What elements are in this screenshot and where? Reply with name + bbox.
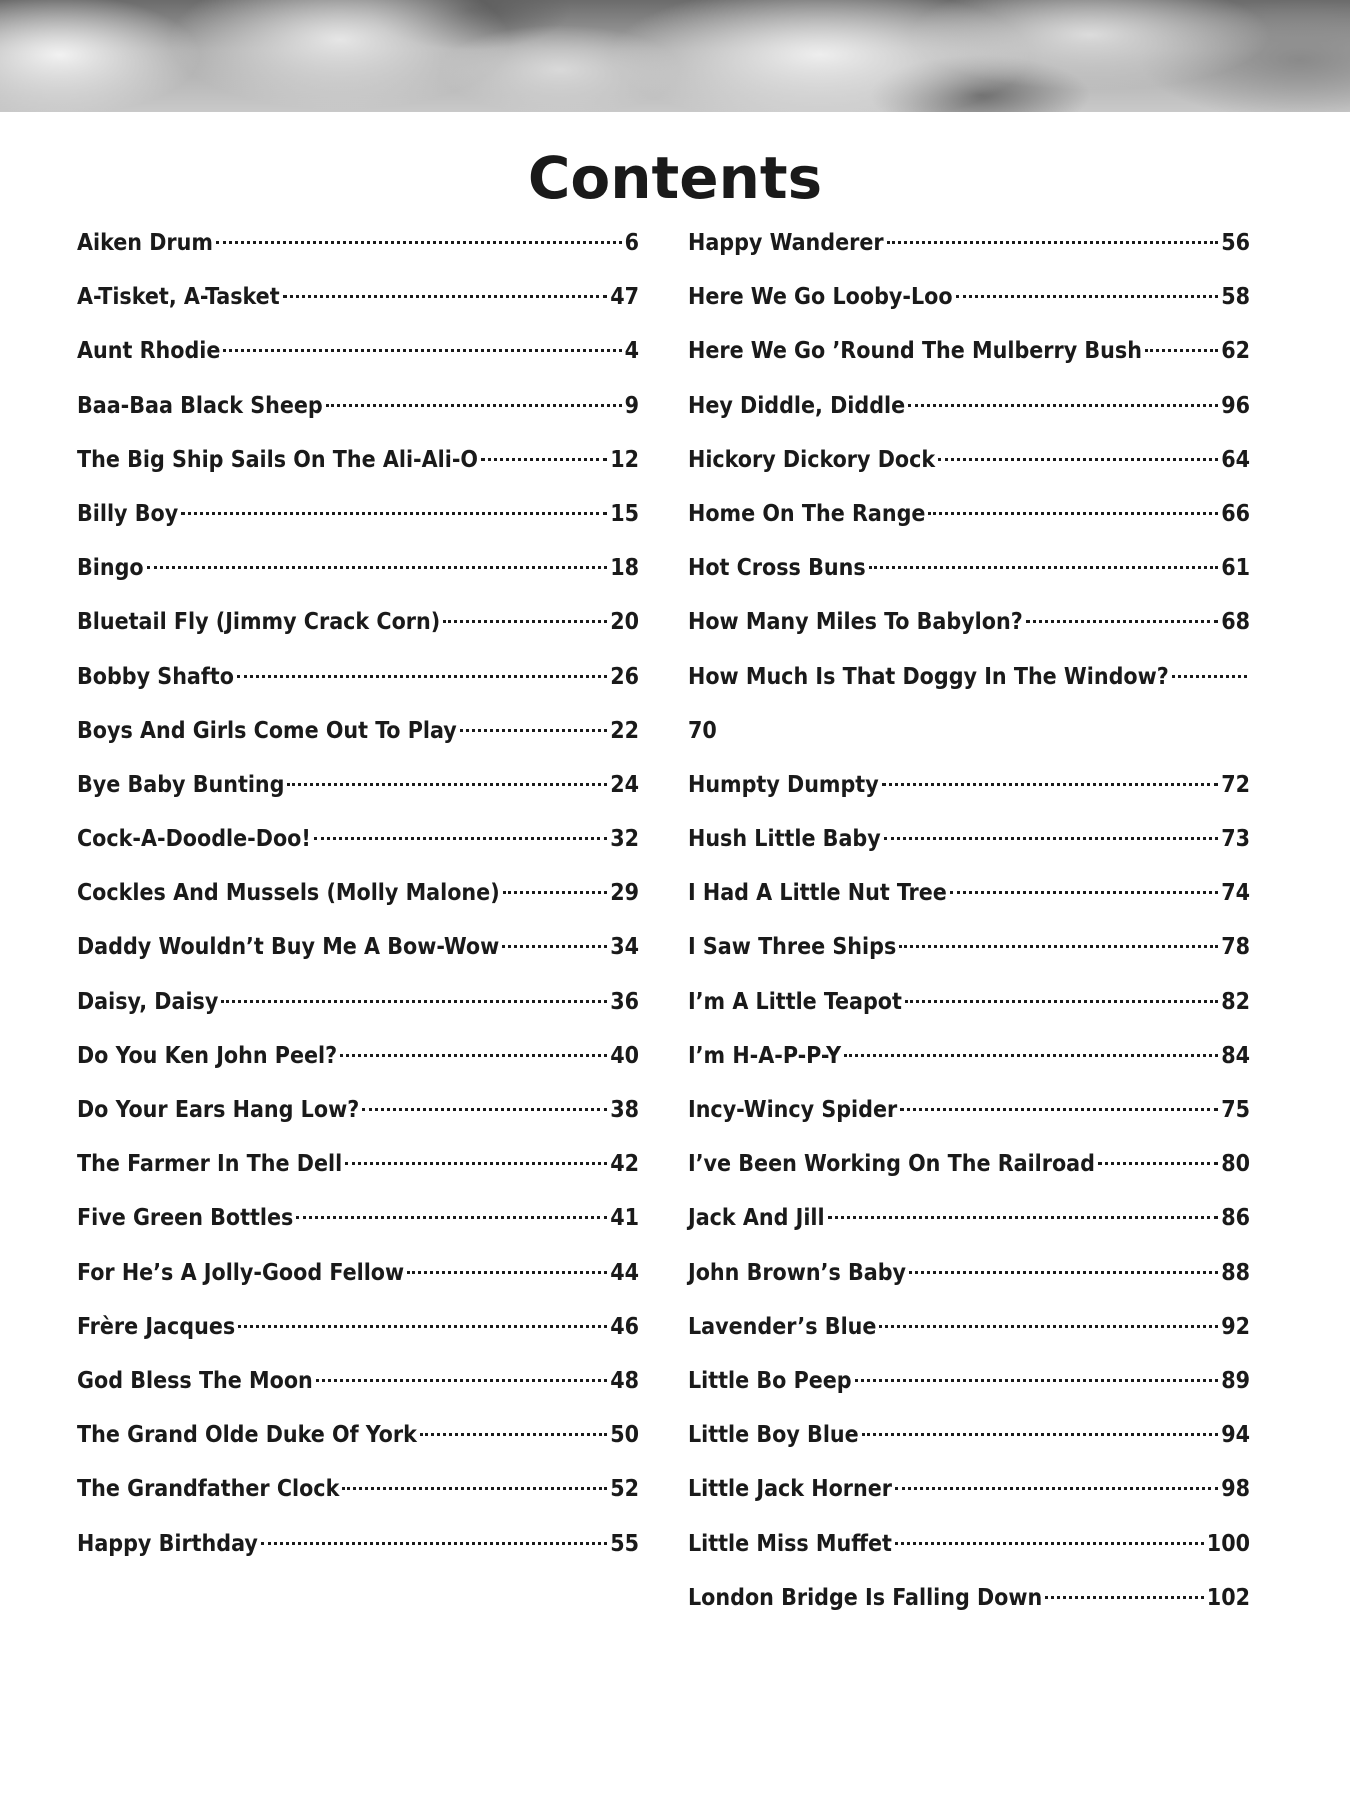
toc-entry xyxy=(688,758,1250,812)
toc-entry xyxy=(688,541,1250,595)
toc-entry xyxy=(77,1462,639,1516)
dot-leader xyxy=(340,1054,607,1057)
toc-entry xyxy=(688,812,1250,866)
entry-page: 4 xyxy=(624,338,639,365)
entry-title: Daisy, Daisy xyxy=(77,988,219,1015)
dot-leader xyxy=(855,1379,1219,1382)
entry-title: Daddy Wouldn’t Buy Me A Bow-Wow xyxy=(77,934,500,961)
entry-page: 100 xyxy=(1206,1530,1250,1557)
entry-page: 89 xyxy=(1221,1367,1250,1394)
dot-leader xyxy=(879,1325,1218,1328)
entry-page: 26 xyxy=(610,663,639,690)
entry-page: 42 xyxy=(610,1151,639,1178)
toc-entry xyxy=(688,975,1250,1029)
entry-page: 86 xyxy=(1221,1205,1250,1232)
dot-leader xyxy=(503,891,608,894)
dot-leader xyxy=(147,566,608,569)
dot-leader xyxy=(950,891,1218,894)
dot-leader xyxy=(908,404,1218,407)
dot-leader xyxy=(1172,675,1247,678)
entry-title: Frère Jacques xyxy=(77,1313,236,1340)
entry-title: The Grandfather Clock xyxy=(77,1476,340,1503)
dot-leader xyxy=(938,458,1218,461)
dot-leader xyxy=(887,241,1219,244)
dot-leader xyxy=(895,1542,1204,1545)
entry-page: 40 xyxy=(610,1042,639,1069)
entry-title: The Farmer In The Dell xyxy=(77,1151,343,1178)
toc-entry xyxy=(688,270,1250,324)
entry-title: Lavender’s Blue xyxy=(688,1313,877,1340)
entry-title: Baa-Baa Black Sheep xyxy=(77,392,323,419)
entry-title: The Big Ship Sails On The Ali-Ali-O xyxy=(77,446,478,473)
entry-page: 64 xyxy=(1221,446,1250,473)
toc-entry xyxy=(77,1029,639,1083)
toc-entry xyxy=(77,216,639,270)
toc-entry xyxy=(77,433,639,487)
entry-title: Hush Little Baby xyxy=(688,826,881,853)
entry-title: Billy Boy xyxy=(77,500,179,527)
entry-page: 80 xyxy=(1221,1151,1250,1178)
entry-page: 29 xyxy=(610,880,639,907)
entry-title: Aunt Rhodie xyxy=(77,338,221,365)
entry-page: 6 xyxy=(624,230,639,256)
entry-title: Five Green Bottles xyxy=(77,1205,294,1232)
dot-leader xyxy=(460,729,607,732)
toc-entry xyxy=(77,650,639,704)
toc-entry xyxy=(77,487,639,541)
dot-leader xyxy=(326,404,622,407)
entry-title: John Brown’s Baby xyxy=(688,1259,907,1286)
toc-entry xyxy=(77,1083,639,1137)
dot-leader xyxy=(928,512,1218,515)
toc-entry xyxy=(77,1408,639,1462)
entry-title: Bluetail Fly (Jimmy Crack Corn) xyxy=(77,609,441,636)
entry-title: London Bridge Is Falling Down xyxy=(688,1584,1043,1611)
toc-entry xyxy=(77,1246,639,1300)
toc-entry xyxy=(77,920,639,974)
entry-title: Here We Go ’Round The Mulberry Bush xyxy=(688,338,1142,365)
toc-entry xyxy=(77,1300,639,1354)
dot-leader xyxy=(314,837,607,840)
entry-page: 61 xyxy=(1221,555,1250,582)
entry-title: Do Your Ears Hang Low? xyxy=(77,1097,360,1123)
entry-title: Little Bo Peep xyxy=(688,1367,852,1394)
dot-leader xyxy=(1098,1162,1218,1165)
dot-leader xyxy=(900,1108,1218,1111)
entry-title: A-Tisket, A-Tasket xyxy=(77,284,280,311)
entry-page: 66 xyxy=(1221,500,1250,527)
toc-entry xyxy=(77,975,639,1029)
toc-entry xyxy=(77,1517,639,1571)
entry-page: 84 xyxy=(1221,1042,1250,1069)
toc-entry xyxy=(77,812,639,866)
toc-entry xyxy=(688,1462,1250,1516)
toc-entry xyxy=(77,541,639,595)
entry-title: Bingo xyxy=(77,555,144,582)
entry-page: 41 xyxy=(610,1205,639,1232)
toc-entry xyxy=(688,1029,1250,1083)
dot-leader xyxy=(342,1487,607,1490)
dot-leader xyxy=(181,512,607,515)
entry-page: 20 xyxy=(610,609,639,636)
toc-entry xyxy=(688,1354,1250,1408)
entry-title: Jack And Jill xyxy=(688,1205,825,1232)
entry-page: 38 xyxy=(610,1097,639,1123)
entry-title: Bobby Shafto xyxy=(77,663,235,690)
entry-title: How Much Is That Doggy In The Window? xyxy=(688,663,1169,690)
entry-title: Aiken Drum xyxy=(77,230,213,256)
entry-page: 88 xyxy=(1221,1259,1250,1286)
toc-entry xyxy=(688,1517,1250,1571)
dot-leader xyxy=(905,1000,1218,1003)
entry-title: Boys And Girls Come Out To Play xyxy=(77,717,457,744)
entry-page: 52 xyxy=(610,1476,639,1503)
entry-title: Happy Birthday xyxy=(77,1530,258,1557)
dot-leader xyxy=(238,1325,607,1328)
entry-title: Do You Ken John Peel? xyxy=(77,1042,338,1069)
toc-entry xyxy=(77,758,639,812)
page-title: Contents xyxy=(527,144,823,212)
entry-page: 72 xyxy=(1221,771,1250,798)
toc-entry xyxy=(688,216,1250,270)
dot-leader xyxy=(296,1216,607,1219)
entry-title: Hot Cross Buns xyxy=(688,555,866,582)
entry-page: 15 xyxy=(610,500,639,527)
entry-title: Incy-Wincy Spider xyxy=(688,1097,898,1123)
dot-leader xyxy=(223,349,621,352)
toc-entry xyxy=(688,379,1250,433)
dot-leader xyxy=(1145,349,1218,352)
dot-leader xyxy=(261,1542,607,1545)
dot-leader xyxy=(828,1216,1219,1219)
toc-entry xyxy=(688,1408,1250,1462)
entry-page: 75 xyxy=(1221,1097,1250,1123)
toc-entry xyxy=(688,433,1250,487)
dot-leader xyxy=(1045,1596,1204,1599)
contents-column-left xyxy=(77,216,639,1571)
dot-leader xyxy=(287,783,607,786)
toc-entry xyxy=(688,650,1250,758)
entry-title: Happy Wanderer xyxy=(688,230,884,256)
entry-title: Home On The Range xyxy=(688,500,926,527)
entry-title: How Many Miles To Babylon? xyxy=(688,609,1023,636)
entry-page: 12 xyxy=(610,446,639,473)
entry-page: 9 xyxy=(624,392,639,419)
toc-entry xyxy=(688,1191,1250,1245)
contents-column-right xyxy=(688,216,1250,1625)
dot-leader xyxy=(481,458,607,461)
toc-entry xyxy=(688,1300,1250,1354)
entry-title: I’m A Little Teapot xyxy=(688,988,902,1015)
entry-page: 46 xyxy=(610,1313,639,1340)
entry-title: Here We Go Looby-Loo xyxy=(688,284,953,311)
toc-entry xyxy=(688,920,1250,974)
toc-entry xyxy=(688,487,1250,541)
dot-leader xyxy=(216,241,622,244)
entry-page: 22 xyxy=(610,717,639,744)
toc-entry xyxy=(77,595,639,649)
dot-leader xyxy=(862,1433,1219,1436)
entry-page: 70 xyxy=(688,717,717,744)
entry-title: I’m H-A-P-P-Y xyxy=(688,1042,842,1069)
entry-page: 62 xyxy=(1221,338,1250,365)
dot-leader xyxy=(882,783,1219,786)
entry-page: 56 xyxy=(1221,230,1250,256)
dot-leader xyxy=(884,837,1218,840)
entry-page: 96 xyxy=(1221,392,1250,419)
dot-leader xyxy=(407,1271,607,1274)
toc-entry xyxy=(77,324,639,378)
entry-title: Humpty Dumpty xyxy=(688,771,879,798)
dot-leader xyxy=(502,945,607,948)
toc-entry xyxy=(77,270,639,324)
dot-leader xyxy=(844,1054,1218,1057)
dot-leader xyxy=(420,1433,607,1436)
entry-page: 58 xyxy=(1221,284,1250,311)
toc-entry xyxy=(688,866,1250,920)
entry-title: Hickory Dickory Dock xyxy=(688,446,936,473)
dot-leader xyxy=(362,1108,607,1111)
entry-page: 82 xyxy=(1221,988,1250,1015)
toc-entry xyxy=(77,1137,639,1191)
entry-title: God Bless The Moon xyxy=(77,1367,313,1394)
entry-title: Cock-A-Doodle-Doo! xyxy=(77,826,311,853)
toc-entry xyxy=(688,1083,1250,1137)
dot-leader xyxy=(895,1487,1218,1490)
dot-leader xyxy=(869,566,1219,569)
entry-title: Bye Baby Bunting xyxy=(77,771,285,798)
entry-page: 94 xyxy=(1221,1422,1250,1449)
dot-leader xyxy=(1026,620,1219,623)
entry-title: Little Jack Horner xyxy=(688,1476,892,1503)
entry-page: 50 xyxy=(610,1422,639,1449)
entry-title: Little Miss Muffet xyxy=(688,1530,892,1557)
toc-entry xyxy=(688,324,1250,378)
entry-page: 48 xyxy=(610,1367,639,1394)
entry-title: Little Boy Blue xyxy=(688,1422,859,1449)
toc-entry xyxy=(688,595,1250,649)
dot-leader xyxy=(909,1271,1218,1274)
entry-page: 18 xyxy=(610,555,639,582)
entry-page: 68 xyxy=(1221,609,1250,636)
header-sky-image xyxy=(0,0,1350,112)
entry-title: For He’s A Jolly-Good Fellow xyxy=(77,1259,405,1286)
entry-page: 24 xyxy=(610,771,639,798)
toc-entry xyxy=(77,379,639,433)
entry-title: Hey Diddle, Diddle xyxy=(688,392,906,419)
entry-page: 44 xyxy=(610,1259,639,1286)
dot-leader xyxy=(237,675,607,678)
toc-entry xyxy=(77,1354,639,1408)
entry-page: 102 xyxy=(1206,1584,1250,1611)
toc-entry xyxy=(77,866,639,920)
dot-leader xyxy=(316,1379,607,1382)
entry-page: 74 xyxy=(1221,880,1250,907)
toc-entry xyxy=(688,1571,1250,1625)
entry-page: 55 xyxy=(610,1530,639,1557)
entry-title: I Had A Little Nut Tree xyxy=(688,880,947,907)
dot-leader xyxy=(221,1000,607,1003)
entry-title: Cockles And Mussels (Molly Malone) xyxy=(77,880,500,907)
entry-page: 32 xyxy=(610,826,639,853)
toc-entry xyxy=(688,1137,1250,1191)
toc-entry xyxy=(77,1191,639,1245)
dot-leader xyxy=(956,295,1219,298)
entry-title: I Saw Three Ships xyxy=(688,934,897,961)
dot-leader xyxy=(283,295,608,298)
entry-page: 98 xyxy=(1221,1476,1250,1503)
entry-page: 34 xyxy=(610,934,639,961)
entry-page: 73 xyxy=(1221,826,1250,853)
toc-entry xyxy=(77,704,639,758)
entry-title: I’ve Been Working On The Railroad xyxy=(688,1151,1095,1178)
entry-page: 78 xyxy=(1221,934,1250,961)
dot-leader xyxy=(899,945,1218,948)
entry-title: The Grand Olde Duke Of York xyxy=(77,1422,417,1449)
entry-page: 36 xyxy=(610,988,639,1015)
dot-leader xyxy=(443,620,607,623)
dot-leader xyxy=(345,1162,607,1165)
entry-page: 92 xyxy=(1221,1313,1250,1340)
entry-page: 47 xyxy=(610,284,639,311)
toc-entry xyxy=(688,1246,1250,1300)
